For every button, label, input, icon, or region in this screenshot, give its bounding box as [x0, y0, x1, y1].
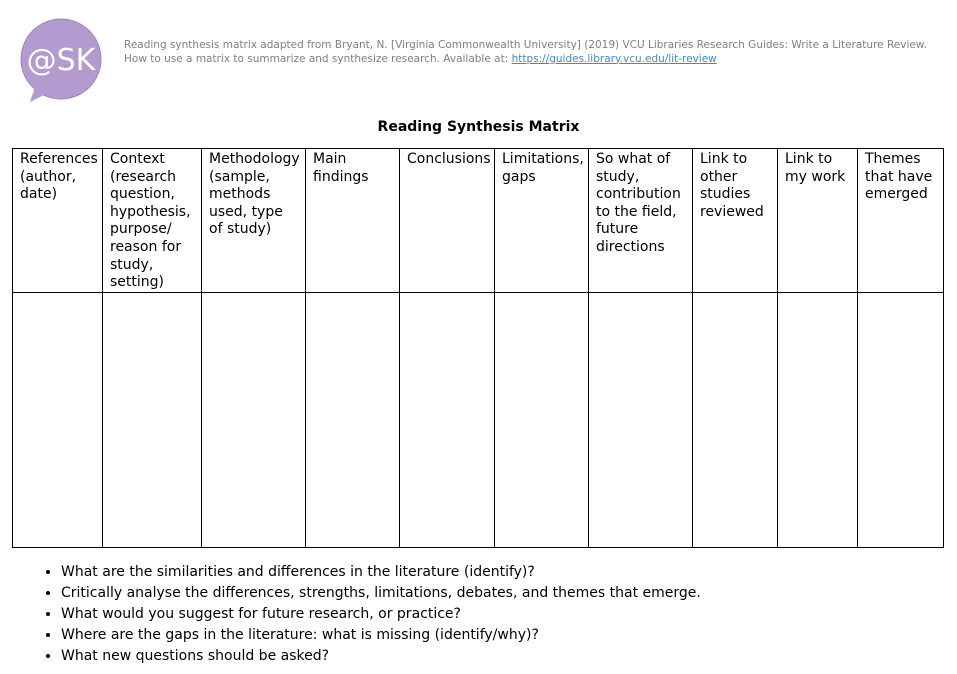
- column-header: Conclusions: [400, 149, 495, 293]
- citation: [124, 39, 949, 66]
- matrix-cell[interactable]: [202, 292, 306, 547]
- column-header: So what of study, contribution to the field, future directions: [589, 149, 693, 293]
- guiding-questions: [38, 562, 701, 667]
- matrix-cell[interactable]: [13, 292, 103, 547]
- matrix-cell[interactable]: [693, 292, 778, 547]
- matrix-cell[interactable]: [495, 292, 589, 547]
- column-header: Main findings: [306, 149, 400, 293]
- citation-text: Reading synthesis matrix adapted from Bryant, N. [Virginia Commonwealth University] (2019) VCU Libraries Research Guides: Write a Literature Review. How to use a matrix to summarize and synthesize research. Available at:: [124, 39, 927, 65]
- synthesis-matrix: [12, 148, 944, 548]
- matrix-cell[interactable]: [103, 292, 202, 547]
- column-header: Themes that have emerged: [858, 149, 944, 293]
- matrix-cell[interactable]: [858, 292, 944, 547]
- list-item: • What new questions should be asked?: [61, 646, 701, 667]
- matrix-header-row: [13, 149, 944, 293]
- ask-logo: [16, 18, 106, 104]
- matrix-cell[interactable]: [400, 292, 495, 547]
- page-title: Reading Synthesis Matrix: [377, 119, 580, 135]
- citation-link[interactable]: https://guides.library.vcu.edu/lit-review: [511, 52, 717, 65]
- logo-text: @SK: [26, 43, 96, 78]
- list-item: • What would you suggest for future research, or practice?: [61, 604, 701, 625]
- list-item: • Where are the gaps in the literature: what is missing (identify/why)?: [61, 625, 701, 646]
- list-item: • What are the similarities and differences in the literature (identify)?: [61, 562, 701, 583]
- matrix-cell[interactable]: [306, 292, 400, 547]
- column-header: Context (research question, hypothesis, purpose/ reason for study, setting): [103, 149, 202, 293]
- column-header: Limitations, gaps: [495, 149, 589, 293]
- column-header: Methodology (sample, methods used, type of study): [202, 149, 306, 293]
- matrix-cell[interactable]: [778, 292, 858, 547]
- column-header: Link to other studies reviewed: [693, 149, 778, 293]
- column-header: Link to my work: [778, 149, 858, 293]
- matrix-cell[interactable]: [589, 292, 693, 547]
- column-header: References (author, date): [13, 149, 103, 293]
- matrix-entry-row: [13, 292, 944, 547]
- list-item: • Critically analyse the differences, strengths, limitations, debates, and themes that emerge.: [61, 583, 701, 604]
